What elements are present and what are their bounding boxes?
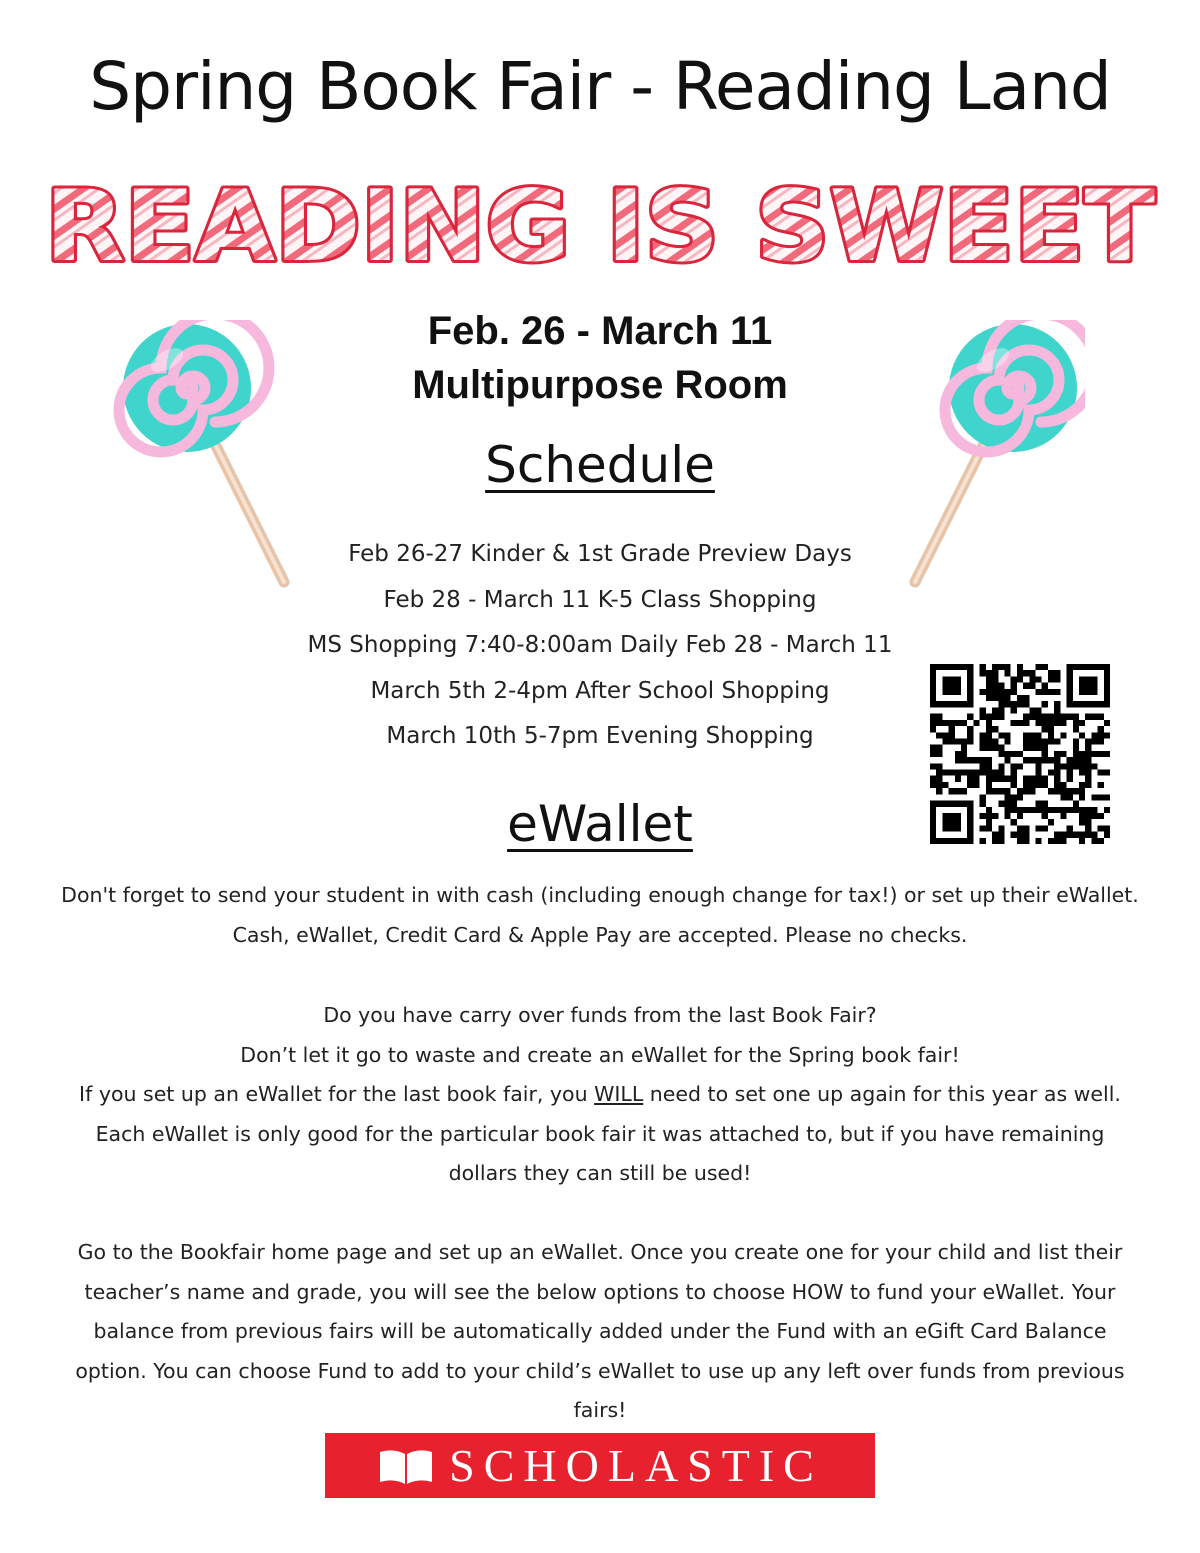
- ewallet-heading-text: eWallet: [507, 795, 693, 853]
- banner-text: READING IS SWEET: [45, 170, 1156, 283]
- schedule-item: Feb 28 - March 11 K-5 Class Shopping: [383, 586, 817, 613]
- carryover-details: [60, 1075, 1140, 1194]
- open-book-icon: [377, 1446, 435, 1486]
- schedule-heading-text: Schedule: [485, 436, 715, 494]
- carryover-question: Do you have carry over funds from the last Book Fair?: [323, 1003, 877, 1027]
- carryover-text: If you set up an eWallet for the last book fair, you: [79, 1082, 595, 1107]
- schedule-heading: [0, 436, 1200, 494]
- scholastic-logo-text: SCHOLASTIC: [449, 1440, 823, 1491]
- carryover-tip: Don’t let it go to waste and create an eWallet for the Spring book fair!: [240, 1042, 960, 1067]
- schedule-item: Feb 26-27 Kinder & 1st Grade Preview Days: [348, 541, 852, 567]
- emphasis-will: WILL: [594, 1082, 644, 1107]
- schedule-item: March 5th 2-4pm After School Shopping: [370, 677, 830, 704]
- page-title: Spring Book Fair - Reading Land: [89, 48, 1111, 125]
- schedule-item: MS Shopping 7:40-8:00am Daily Feb 28 - March 11: [307, 632, 893, 658]
- instructions-paragraph: Go to the Bookfair home page and set up an eWallet. Once you create one for your child and list their teacher’s name and grade, you will see the below options to choose HOW to fund your eWallet. Your balance from previous fairs will be automatically added under the Fund with an eGift Card Balance option. You can choose Fund to add to your child’s eWallet to use up any left over funds from previous fairs!: [75, 1240, 1125, 1423]
- event-location: Multipurpose Room: [412, 363, 788, 407]
- event-dates: Feb. 26 - March 11: [427, 309, 773, 353]
- ewallet-heading: [0, 795, 1200, 853]
- carryover-text: need to set one up again for this year as well. Each eWallet is only good for the particular book fair it was attached to, but if you have remaining dollars they can still be used!: [95, 1082, 1121, 1186]
- carryover-paragraph: [60, 996, 1140, 1194]
- schedule-item: March 10th 5-7pm Evening Shopping: [386, 723, 814, 749]
- payment-paragraph: Don't forget to send your student in with cash (including enough change for tax!) or set up their eWallet. Cash, eWallet, Credit Card & Apple Pay are accepted. Please no checks.: [61, 883, 1139, 947]
- banner-reading-is-sweet: [30, 168, 1170, 283]
- scholastic-logo: [325, 1433, 875, 1498]
